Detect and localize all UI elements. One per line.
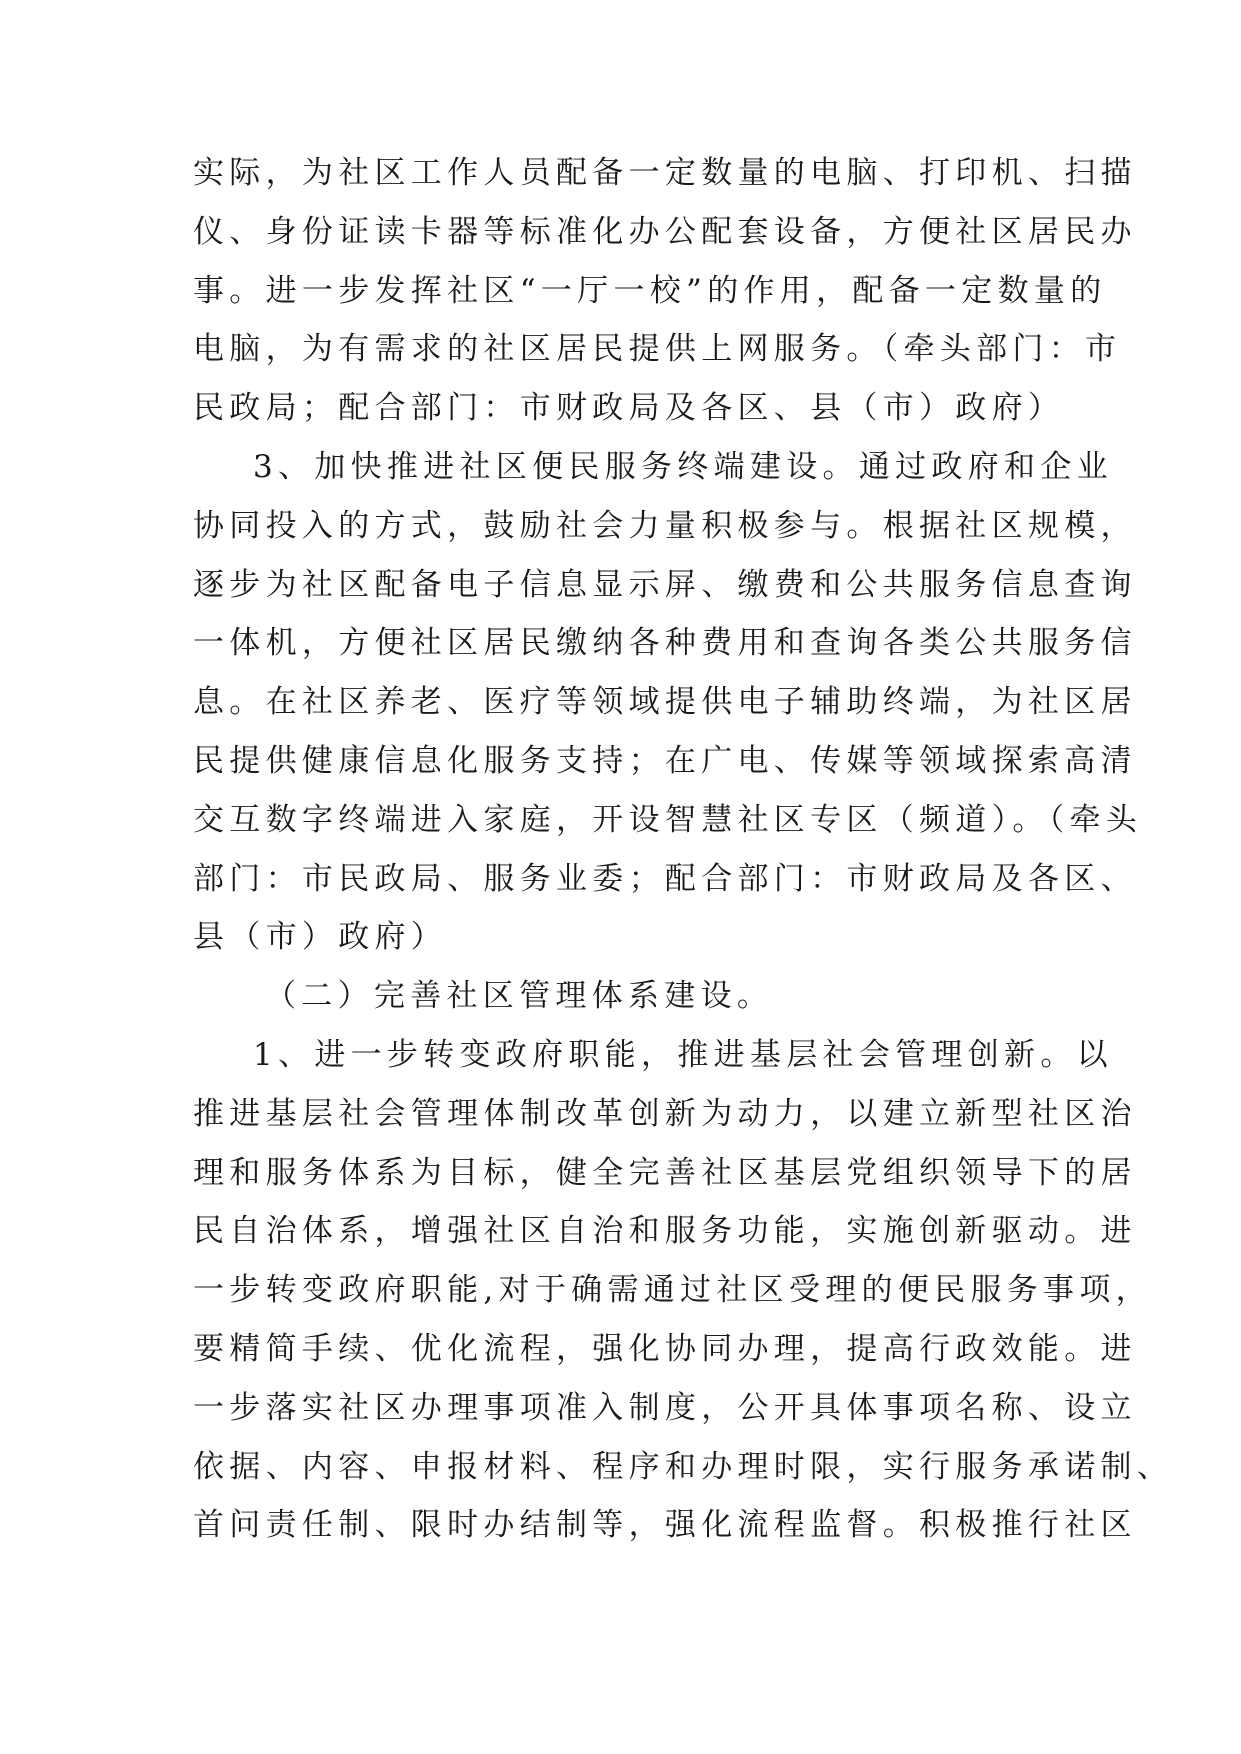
text-line: 实际，为社区工作人员配备一定数量的电脑、打印机、扫描 xyxy=(193,155,1137,191)
text-line: 理和服务体系为目标，健全完善社区基层党组织领导下的居 xyxy=(193,1154,1137,1191)
text-line: 首问责任制、限时办结制等，强化流程监督。积极推行社区 xyxy=(193,1507,1137,1544)
text-line: 一步转变政府职能,对于确需通过社区受理的便民服务事项， xyxy=(193,1272,1152,1309)
text-line: 部门：市民政局、服务业委；配合部门：市财政局及各区、 xyxy=(193,860,1137,897)
paragraph-start-line: 1、进一步转变政府职能，推进基层社会管理创新。以 xyxy=(253,1036,1113,1073)
text-line: 推进基层社会管理体制改革创新为动力，以建立新型社区治 xyxy=(193,1095,1137,1132)
text-line: 交互数字终端进入家庭，开设智慧社区专区（频道）。（牵头 xyxy=(193,801,1143,838)
text-line: 一步落实社区办理事项准入制度，公开具体事项名称、设立 xyxy=(193,1389,1137,1426)
text-line: 协同投入的方式，鼓励社会力量积极参与。根据社区规模， xyxy=(193,507,1137,544)
text-line: 县（市）政府） xyxy=(193,919,448,956)
text-line: 一体机，方便社区居民缴纳各种费用和查询各类公共服务信 xyxy=(193,625,1137,662)
document-page xyxy=(193,144,1174,1555)
text-line: 逐步为社区配备电子信息显示屏、缴费和公共服务信息查询 xyxy=(193,566,1137,603)
text-line: 事。进一步发挥社区“一厅一校”的作用，配备一定数量的 xyxy=(193,272,1107,309)
section-heading: （二）完善社区管理体系建设。 xyxy=(265,978,774,1015)
text-line: 民自治体系，增强社区自治和服务功能，实施创新驱动。进 xyxy=(193,1213,1137,1250)
text-line: 息。在社区养老、医疗等领域提供电子辅助终端，为社区居 xyxy=(193,684,1137,721)
text-line: 民提供健康信息化服务支持；在广电、传媒等领域探索高清 xyxy=(193,742,1137,779)
text-line: 民政局；配合部门：市财政局及各区、县（市）政府） xyxy=(193,390,1065,427)
text-line: 电脑，为有需求的社区居民提供上网服务。（牵头部门：市 xyxy=(193,331,1122,368)
text-line: 仪、身份证读卡器等标准化办公配套设备，方便社区居民办 xyxy=(193,213,1137,250)
paragraph-start-line: 3、加快推进社区便民服务终端建设。通过政府和企业 xyxy=(253,448,1113,485)
text-line: 要精简手续、优化流程，强化协同办理，提高行政效能。进 xyxy=(193,1330,1137,1367)
text-line: 依据、内容、申报材料、程序和办理时限，实行服务承诺制、 xyxy=(193,1448,1174,1485)
